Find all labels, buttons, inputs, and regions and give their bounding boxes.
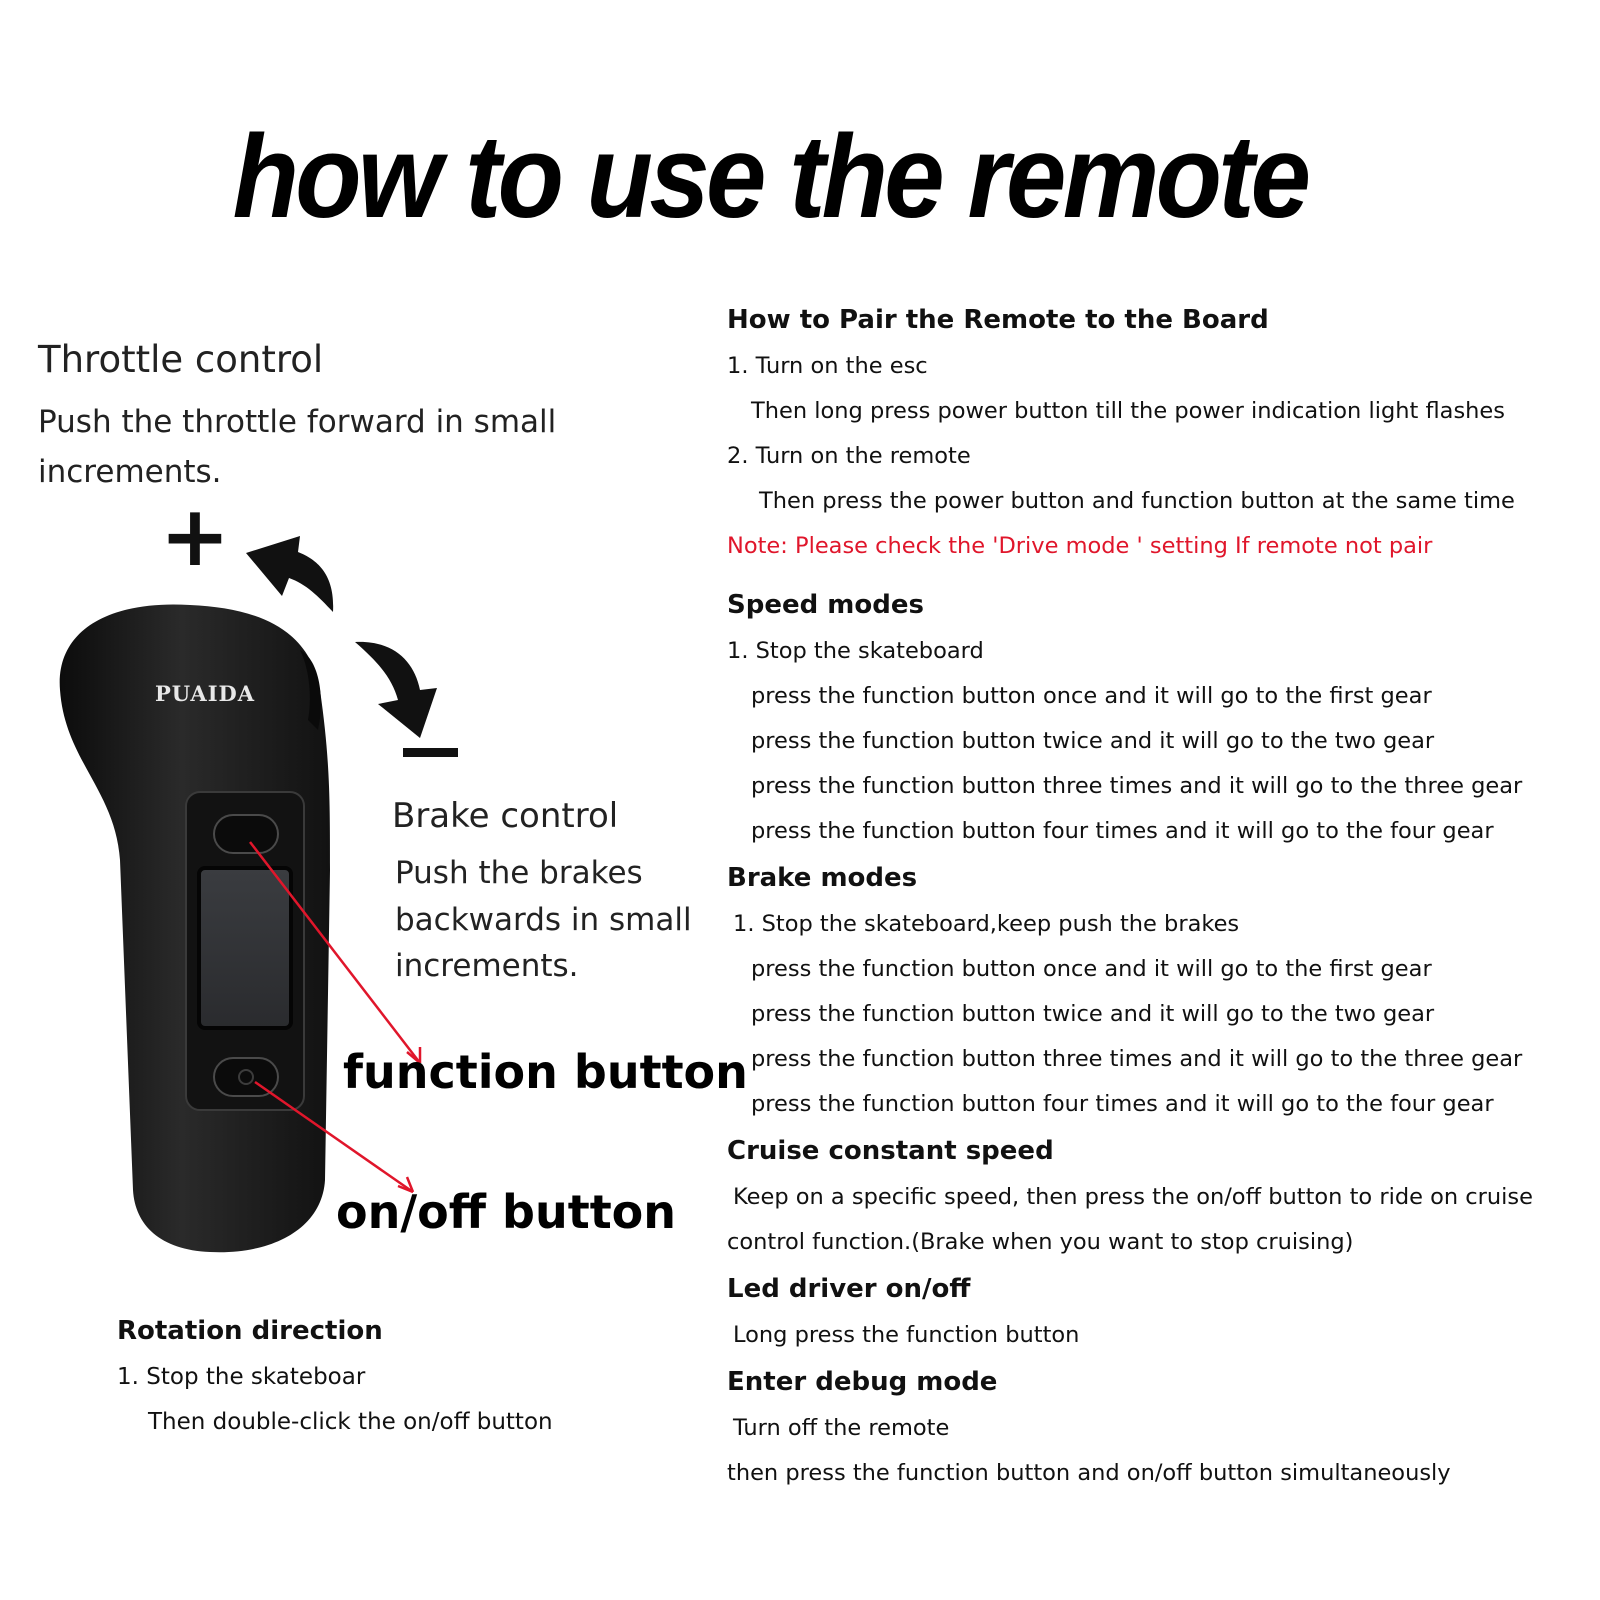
speed-mode-line: press the function button four times and it will go to the four gear	[751, 818, 1494, 844]
speed-modes-heading: Speed modes	[727, 590, 924, 620]
brake-mode-line: press the function button once and it will go to the first gear	[751, 956, 1432, 982]
brake-mode-line: press the function button twice and it will go to the two gear	[751, 1001, 1435, 1027]
brake-description: Push the brakes backwards in small increments.	[395, 855, 692, 984]
minus-icon	[403, 748, 458, 757]
speed-mode-line: press the function button once and it will go to the first gear	[751, 683, 1432, 709]
cruise-heading: Cruise constant speed	[727, 1136, 1054, 1166]
brand-logo: PUAIDA	[154, 681, 256, 706]
throttle-description: Push the throttle forward in small increments.	[38, 404, 557, 490]
rotation-heading: Rotation direction	[117, 1316, 383, 1346]
brake-mode-line: press the function button three times and it will go to the three gear	[751, 1046, 1523, 1072]
pair-note: Note: Please check the 'Drive mode ' setting If remote not pair	[727, 533, 1433, 559]
speed-modes-step: 1. Stop the skateboard	[727, 638, 984, 664]
function-button-shape	[214, 815, 278, 853]
debug-heading: Enter debug mode	[727, 1367, 998, 1397]
pair-step-1: 1. Turn on the esc	[727, 353, 928, 379]
page-title: how to use the remote	[232, 111, 1308, 243]
brake-modes-step: 1. Stop the skateboard,keep push the brakes	[733, 911, 1240, 937]
rotation-step: 1. Stop the skateboar	[117, 1364, 366, 1390]
speed-mode-line: press the function button three times and it will go to the three gear	[751, 773, 1523, 799]
pair-heading: How to Pair the Remote to the Board	[727, 305, 1269, 335]
led-heading: Led driver on/off	[727, 1274, 971, 1304]
pair-step-2-detail: Then press the power button and function button at the same time	[759, 488, 1515, 514]
cruise-line-1: Keep on a specific speed, then press the on/off button to ride on cruise	[733, 1184, 1533, 1210]
brake-mode-line: press the function button four times and it will go to the four gear	[751, 1091, 1494, 1117]
pair-step-2: 2. Turn on the remote	[727, 443, 971, 469]
curved-arrow-up-icon	[246, 536, 333, 612]
pair-step-1-detail: Then long press power button till the power indication light flashes	[751, 398, 1505, 424]
speed-mode-line: press the function button twice and it will go to the two gear	[751, 728, 1435, 754]
debug-line-2: then press the function button and on/off button simultaneously	[727, 1460, 1451, 1486]
rotation-detail: Then double-click the on/off button	[148, 1409, 553, 1435]
function-button-label: function button	[343, 1045, 748, 1099]
cruise-line-2: control function.(Brake when you want to stop cruising)	[727, 1229, 1354, 1255]
plus-icon: +	[159, 487, 231, 585]
debug-line-1: Turn off the remote	[733, 1415, 950, 1441]
brake-title: Brake control	[392, 796, 619, 836]
brake-modes-heading: Brake modes	[727, 863, 918, 893]
curved-arrow-down-icon	[355, 642, 437, 738]
display-screen	[199, 868, 291, 1028]
onoff-button-label: on/off button	[336, 1185, 677, 1239]
led-line-1: Long press the function button	[733, 1322, 1080, 1348]
instructions-column	[727, 296, 1567, 1496]
throttle-title: Throttle control	[38, 338, 324, 381]
